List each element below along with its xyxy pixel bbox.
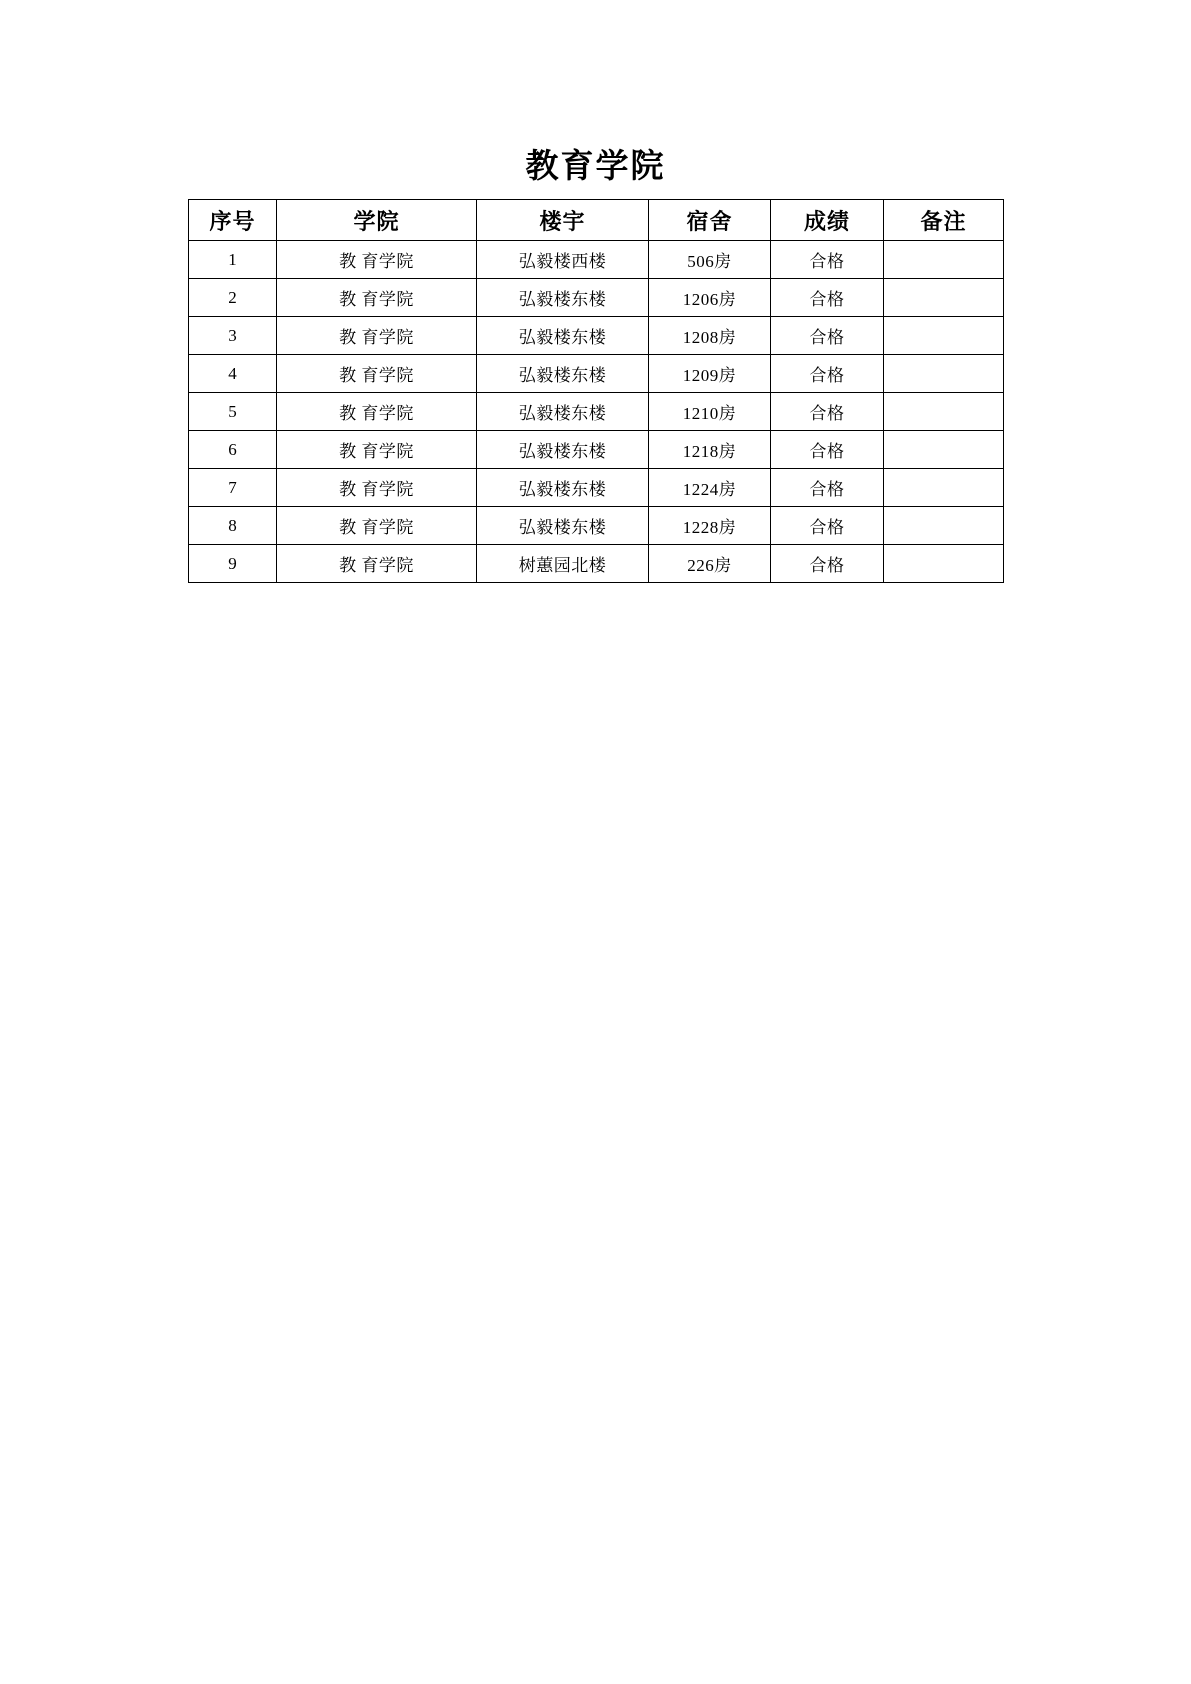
table-row [189,355,1004,393]
cell-dorm: 1218房 [649,431,771,469]
cell-index: 6 [189,431,277,469]
column-header-remark: 备注 [884,200,1004,241]
cell-college: 教 育学院 [277,241,477,279]
cell-score: 合格 [771,241,884,279]
column-header-building: 楼宇 [477,200,649,241]
cell-dorm: 1208房 [649,317,771,355]
cell-college: 教 育学院 [277,317,477,355]
table-row [189,393,1004,431]
cell-index: 3 [189,317,277,355]
cell-index: 8 [189,507,277,545]
cell-college: 教 育学院 [277,279,477,317]
cell-college: 教 育学院 [277,431,477,469]
cell-building: 弘毅楼东楼 [477,469,649,507]
cell-college: 教 育学院 [277,393,477,431]
cell-remark [884,241,1004,279]
cell-building: 弘毅楼西楼 [477,241,649,279]
cell-index: 5 [189,393,277,431]
table-body [189,241,1004,583]
table-row [189,241,1004,279]
cell-index: 7 [189,469,277,507]
cell-dorm: 1224房 [649,469,771,507]
cell-dorm: 1206房 [649,279,771,317]
cell-score: 合格 [771,279,884,317]
table-row [189,431,1004,469]
column-header-college: 学院 [277,200,477,241]
cell-remark [884,317,1004,355]
cell-index: 2 [189,279,277,317]
cell-dorm: 506房 [649,241,771,279]
cell-college: 教 育学院 [277,355,477,393]
cell-index: 1 [189,241,277,279]
cell-index: 9 [189,545,277,583]
cell-college: 教 育学院 [277,507,477,545]
page-title: 教育学院 [525,146,666,185]
table-row [189,469,1004,507]
cell-score: 合格 [771,355,884,393]
cell-building: 弘毅楼东楼 [477,431,649,469]
cell-dorm: 1228房 [649,507,771,545]
cell-dorm: 1209房 [649,355,771,393]
cell-remark [884,279,1004,317]
table-row [189,279,1004,317]
cell-building: 弘毅楼东楼 [477,393,649,431]
cell-dorm: 1210房 [649,393,771,431]
cell-score: 合格 [771,507,884,545]
cell-remark [884,545,1004,583]
cell-college: 教 育学院 [277,545,477,583]
table-header [189,200,1004,241]
cell-building: 弘毅楼东楼 [477,507,649,545]
cell-score: 合格 [771,393,884,431]
cell-building: 弘毅楼东楼 [477,317,649,355]
cell-remark [884,355,1004,393]
cell-score: 合格 [771,317,884,355]
column-header-score: 成绩 [771,200,884,241]
dormitory-inspection-table [188,199,1004,583]
table-row [189,545,1004,583]
table-header-row [189,200,1004,241]
cell-score: 合格 [771,431,884,469]
cell-remark [884,507,1004,545]
cell-building: 树蕙园北楼 [477,545,649,583]
cell-remark [884,393,1004,431]
dormitory-inspection-table-wrapper [188,199,1003,583]
column-header-index: 序号 [189,200,277,241]
cell-building: 弘毅楼东楼 [477,279,649,317]
column-header-dorm: 宿舍 [649,200,771,241]
cell-college: 教 育学院 [277,469,477,507]
cell-index: 4 [189,355,277,393]
cell-remark [884,469,1004,507]
table-row [189,507,1004,545]
cell-dorm: 226房 [649,545,771,583]
cell-score: 合格 [771,469,884,507]
table-row [189,317,1004,355]
cell-score: 合格 [771,545,884,583]
cell-remark [884,431,1004,469]
cell-building: 弘毅楼东楼 [477,355,649,393]
